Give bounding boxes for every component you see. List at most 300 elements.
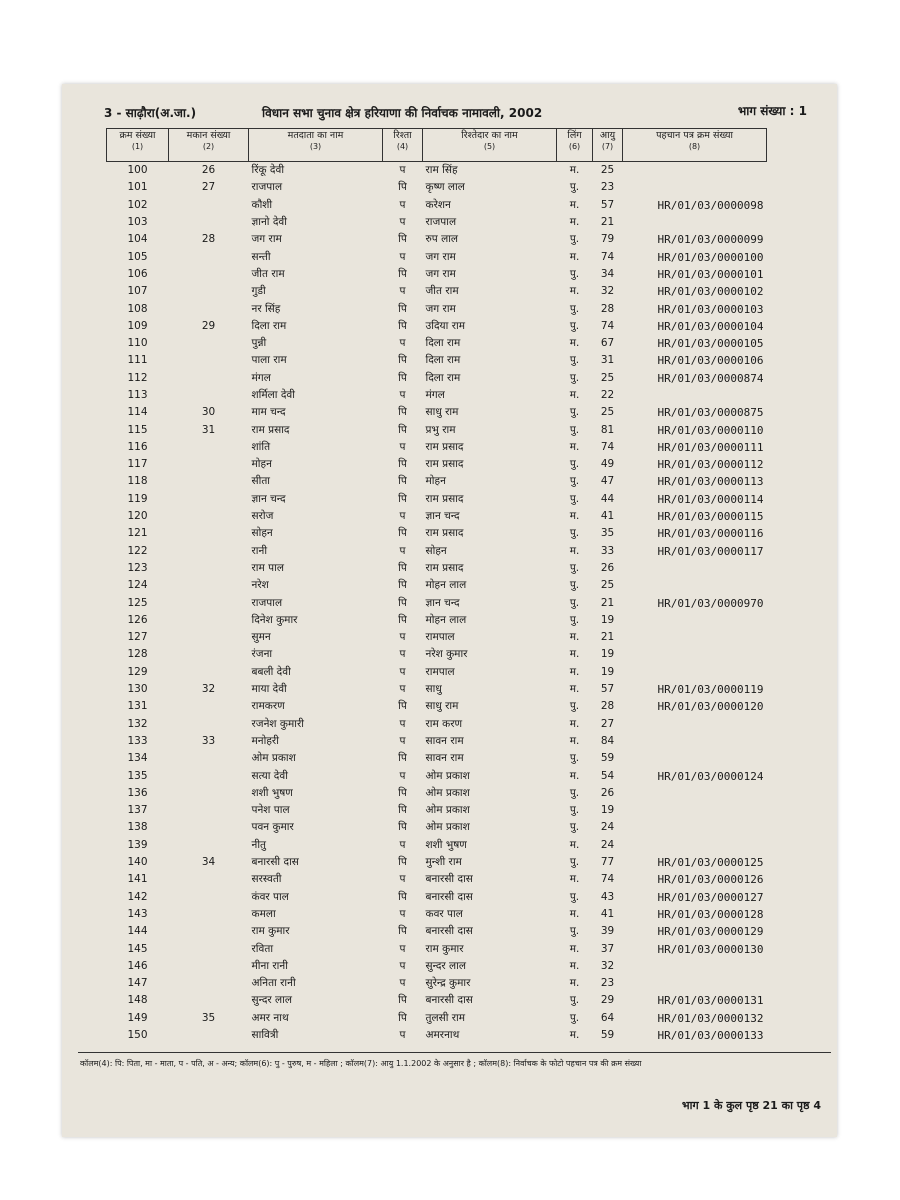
voter-name-cell: अमर नाथ	[251, 1011, 289, 1024]
relation-cell: पि	[398, 181, 407, 194]
sex-cell: म.	[569, 665, 580, 678]
relation-cell: प	[399, 769, 406, 782]
relative-name-cell: ज्ञान चन्द	[425, 596, 460, 609]
epic-number-cell: HR/01/03/0000106	[657, 354, 764, 368]
col-header-serial: क्रम संख्या (1)	[107, 129, 169, 162]
serial-cell: 105	[127, 250, 148, 263]
epic-number-cell	[623, 733, 767, 750]
house-number-cell: 26	[201, 164, 216, 177]
epic-number-cell: HR/01/03/0000125	[657, 856, 764, 870]
voter-name-cell: जग राम	[251, 233, 282, 246]
age-cell: 67	[600, 337, 615, 350]
table-row	[107, 283, 767, 300]
sex-cell: पु.	[569, 804, 580, 817]
house-number-cell	[169, 750, 249, 767]
age-cell: 21	[600, 596, 615, 609]
epic-number-cell	[623, 629, 767, 646]
epic-number-cell: HR/01/03/0000126	[657, 873, 764, 887]
voter-name-cell: राम प्रसाद	[251, 423, 290, 436]
serial-cell: 141	[127, 873, 148, 886]
relation-cell: पि	[398, 700, 407, 713]
relation-cell: प	[399, 631, 406, 644]
house-number-cell	[169, 335, 249, 352]
voter-name-cell: पाला राम	[251, 354, 287, 367]
serial-cell: 143	[127, 907, 148, 920]
age-cell: 35	[600, 527, 615, 540]
sex-cell: म.	[569, 631, 580, 644]
relative-name-cell: ओम प्रकाश	[425, 804, 470, 817]
voter-name-cell: मीना रानी	[251, 959, 288, 972]
voter-name-cell: दिनेश कुमार	[251, 613, 298, 626]
sex-cell: म.	[569, 769, 580, 782]
house-number-cell	[169, 197, 249, 214]
relation-cell: प	[399, 683, 406, 696]
table-row	[107, 958, 767, 975]
relative-name-cell: ओम प्रकाश	[425, 821, 470, 834]
epic-number-cell: HR/01/03/0000105	[657, 337, 764, 351]
epic-number-cell	[623, 646, 767, 663]
house-number-cell	[169, 1027, 249, 1044]
house-number-cell	[169, 958, 249, 975]
age-cell: 19	[600, 613, 615, 626]
epic-number-cell: HR/01/03/0000117	[657, 544, 764, 558]
age-cell: 28	[600, 700, 615, 713]
house-number-cell	[169, 387, 249, 404]
voter-name-cell: अनिता रानी	[251, 977, 296, 990]
voter-name-cell: दिला राम	[251, 319, 287, 332]
serial-cell: 129	[127, 665, 148, 678]
house-number-cell	[169, 352, 249, 369]
relation-cell: पि	[398, 613, 407, 626]
serial-cell: 126	[127, 613, 148, 626]
sex-cell: म.	[569, 959, 580, 972]
table-row	[107, 646, 767, 663]
table-row	[107, 629, 767, 646]
table-row	[107, 940, 767, 957]
serial-cell: 131	[127, 700, 148, 713]
constituency-name: 3 - साढ़ौरा(अ.जा.)	[104, 106, 197, 120]
table-row	[107, 577, 767, 594]
relation-cell: पि	[398, 354, 407, 367]
house-number-cell	[169, 266, 249, 283]
serial-cell: 112	[127, 371, 148, 384]
age-cell: 19	[600, 804, 615, 817]
age-cell: 31	[600, 354, 615, 367]
relation-cell: प	[399, 907, 406, 920]
house-number-cell	[169, 439, 249, 456]
epic-number-cell	[623, 785, 767, 802]
epic-number-cell	[623, 560, 767, 577]
table-row	[107, 906, 767, 923]
relation-cell: पि	[398, 267, 407, 280]
relative-name-cell: बनारसी दास	[425, 873, 473, 886]
voter-name-cell: नर सिंह	[251, 302, 281, 315]
sex-cell: पु.	[569, 613, 580, 626]
sex-cell: पु.	[569, 181, 580, 194]
house-number-cell	[169, 698, 249, 715]
epic-number-cell: HR/01/03/0000104	[657, 319, 764, 333]
sex-cell: पु.	[569, 890, 580, 903]
relative-name-cell: ओम प्रकाश	[425, 769, 470, 782]
relative-name-cell: उदिया राम	[425, 319, 465, 332]
voter-name-cell: राम पाल	[251, 561, 284, 574]
sex-cell: पु.	[569, 492, 580, 505]
serial-cell: 113	[127, 389, 148, 401]
sex-cell: पु.	[569, 458, 580, 471]
sex-cell: पु.	[569, 821, 580, 834]
age-cell: 49	[600, 458, 615, 471]
epic-number-cell: HR/01/03/0000119	[657, 683, 764, 697]
epic-number-cell: HR/01/03/0000874	[657, 371, 764, 385]
voter-name-cell: पनेश पाल	[251, 804, 290, 817]
relation-cell: पि	[398, 890, 407, 903]
relative-name-cell: जग राम	[425, 267, 456, 280]
age-cell: 25	[600, 371, 615, 384]
relative-name-cell: राम प्रसाद	[425, 527, 464, 540]
age-cell: 37	[600, 942, 615, 955]
voter-name-cell: सरोज	[251, 510, 274, 523]
table-row	[107, 975, 767, 992]
house-number-cell	[169, 664, 249, 681]
serial-cell: 150	[127, 1028, 148, 1041]
sex-cell: पु.	[569, 561, 580, 574]
relation-cell: पि	[398, 579, 407, 592]
serial-cell: 100	[127, 164, 148, 177]
house-number-cell	[169, 214, 249, 231]
epic-number-cell: HR/01/03/0000128	[657, 907, 764, 921]
serial-cell: 148	[127, 994, 148, 1007]
table-row	[107, 456, 767, 473]
serial-cell: 147	[127, 977, 148, 990]
table-row	[107, 854, 767, 871]
sex-cell: म.	[569, 216, 580, 229]
relative-name-cell: राम प्रसाद	[425, 440, 464, 453]
relative-name-cell: राम कुमार	[425, 942, 464, 955]
relation-cell: प	[399, 250, 406, 263]
serial-cell: 137	[127, 804, 148, 817]
serial-cell: 139	[127, 838, 148, 851]
table-row	[107, 266, 767, 283]
house-number-cell: 28	[201, 233, 216, 246]
electoral-roll-page	[62, 84, 837, 1137]
voter-name-cell: रविता	[251, 942, 274, 955]
age-cell: 24	[600, 821, 615, 834]
relation-cell: प	[399, 1028, 406, 1041]
voter-name-cell: बनारसी दास	[251, 856, 299, 869]
serial-cell: 114	[127, 406, 148, 419]
serial-cell: 101	[127, 181, 148, 194]
house-number-cell	[169, 473, 249, 490]
sex-cell: पु.	[569, 233, 580, 246]
relative-name-cell: सावन राम	[425, 752, 464, 765]
serial-cell: 121	[127, 527, 148, 540]
epic-number-cell	[623, 975, 767, 992]
relation-cell: पि	[398, 1011, 407, 1024]
house-number-cell	[169, 370, 249, 387]
relation-cell: पि	[398, 371, 407, 384]
relation-cell: पि	[398, 925, 407, 938]
age-cell: 22	[600, 389, 615, 401]
table-row	[107, 543, 767, 560]
col-header-epic: पहचान पत्र क्रम संख्या (8)	[623, 129, 767, 162]
age-cell: 25	[600, 406, 615, 419]
voter-name-cell: नीतु	[251, 838, 267, 851]
serial-cell: 106	[127, 267, 148, 280]
table-row	[107, 508, 767, 525]
sex-cell: म.	[569, 544, 580, 557]
epic-number-cell	[623, 612, 767, 629]
sex-cell: म.	[569, 1028, 580, 1041]
relative-name-cell: कृष्ण लाल	[425, 181, 465, 194]
age-cell: 19	[600, 665, 615, 678]
relation-cell: प	[399, 389, 406, 401]
col-header-voter-name: मतदाता का नाम (3)	[249, 129, 383, 162]
age-cell: 32	[600, 959, 615, 972]
table-row	[107, 473, 767, 490]
relation-cell: प	[399, 337, 406, 350]
epic-number-cell: HR/01/03/0000115	[657, 510, 764, 524]
serial-cell: 138	[127, 821, 148, 834]
serial-cell: 142	[127, 890, 148, 903]
voter-name-cell: रानी	[251, 544, 268, 557]
house-number-cell	[169, 646, 249, 663]
epic-number-cell	[623, 837, 767, 854]
voter-name-cell: कंवर पाल	[251, 890, 289, 903]
voter-name-cell: सावित्री	[251, 1028, 279, 1041]
relation-cell: पि	[398, 561, 407, 574]
table-row	[107, 231, 767, 248]
sex-cell: पु.	[569, 354, 580, 367]
age-cell: 39	[600, 925, 615, 938]
house-number-cell	[169, 283, 249, 300]
relation-cell: पि	[398, 475, 407, 488]
table-row	[107, 335, 767, 352]
table-row	[107, 248, 767, 265]
relation-cell: प	[399, 665, 406, 678]
relation-cell: पि	[398, 406, 407, 419]
voter-name-cell: बबली देवी	[251, 665, 291, 678]
house-number-cell	[169, 837, 249, 854]
house-number-cell	[169, 906, 249, 923]
house-number-cell	[169, 923, 249, 940]
table-row	[107, 733, 767, 750]
sex-cell: पु.	[569, 579, 580, 592]
table-row	[107, 491, 767, 508]
table-row	[107, 352, 767, 369]
age-cell: 43	[600, 890, 615, 903]
age-cell: 44	[600, 492, 615, 505]
sex-cell: पु.	[569, 596, 580, 609]
col-header-relation: रिश्ता (4)	[383, 129, 423, 162]
epic-number-cell	[623, 716, 767, 733]
table-row	[107, 716, 767, 733]
table-row	[107, 767, 767, 784]
house-number-cell	[169, 940, 249, 957]
relative-name-cell: प्रभु राम	[425, 423, 456, 436]
epic-number-cell: HR/01/03/0000130	[657, 942, 764, 956]
sex-cell: पु.	[569, 1011, 580, 1024]
page-header	[104, 102, 807, 124]
age-cell: 84	[600, 734, 615, 747]
relative-name-cell: जग राम	[425, 302, 456, 315]
voter-name-cell: ओम प्रकाश	[251, 752, 296, 765]
epic-number-cell: HR/01/03/0000101	[657, 267, 764, 281]
voter-name-cell: रामकरण	[251, 700, 285, 713]
house-number-cell	[169, 767, 249, 784]
age-cell: 57	[600, 683, 615, 696]
epic-number-cell: HR/01/03/0000131	[657, 994, 764, 1008]
epic-number-cell	[623, 664, 767, 681]
relation-cell: प	[399, 838, 406, 851]
serial-cell: 133	[127, 734, 148, 747]
age-cell: 74	[600, 319, 615, 332]
house-number-cell: 32	[201, 683, 216, 696]
relation-cell: प	[399, 942, 406, 955]
age-cell: 79	[600, 233, 615, 246]
age-cell: 29	[600, 994, 615, 1007]
voter-name-cell: शर्मिला देवी	[251, 389, 295, 401]
relation-cell: पि	[398, 319, 407, 332]
sex-cell: म.	[569, 510, 580, 523]
serial-cell: 111	[127, 354, 148, 367]
serial-cell: 118	[127, 475, 148, 488]
epic-number-cell: HR/01/03/0000100	[657, 250, 764, 264]
voter-name-cell: सुन्दर लाल	[251, 994, 293, 1007]
serial-cell: 108	[127, 302, 148, 315]
voter-table	[106, 128, 767, 1044]
table-row	[107, 802, 767, 819]
relative-name-cell: ओम प्रकाश	[425, 786, 470, 799]
relative-name-cell: साधु राम	[425, 700, 459, 713]
relation-cell: प	[399, 648, 406, 661]
relative-name-cell: शशी भुषण	[425, 838, 467, 851]
table-row	[107, 750, 767, 767]
age-cell: 47	[600, 475, 615, 488]
serial-cell: 127	[127, 631, 148, 644]
house-number-cell	[169, 975, 249, 992]
sex-cell: पु.	[569, 475, 580, 488]
age-cell: 21	[600, 216, 615, 229]
voter-name-cell: ज्ञानो देवी	[251, 216, 287, 229]
age-cell: 74	[600, 440, 615, 453]
voter-name-cell: पवन कुमार	[251, 821, 294, 834]
epic-number-cell: HR/01/03/0000129	[657, 925, 764, 939]
relative-name-cell: जग राम	[425, 250, 456, 263]
relation-cell: पि	[398, 302, 407, 315]
house-number-cell: 33	[201, 734, 216, 747]
relative-name-cell: बनारसी दास	[425, 890, 473, 903]
column-legend: कॉलम(4): पि: पिता, मा - माता, प - पति, अ - अन्य; कॉलम(6): पु - पुरुष, म - महिला ; कॉलम(7): आयु 1.1.2002 के अनुसार है ; कॉलम(8): निर्वाचक के फोटो पहचान पत्र की क्रम संख्या	[80, 1059, 642, 1068]
sex-cell: म.	[569, 907, 580, 920]
relation-cell: पि	[398, 596, 407, 609]
house-number-cell: 35	[201, 1011, 216, 1024]
table-row	[107, 664, 767, 681]
relative-name-cell: करेशन	[425, 198, 451, 211]
voter-name-cell: राजपाल	[251, 596, 283, 609]
voter-name-cell: कौशी	[251, 198, 273, 211]
sex-cell: पु.	[569, 371, 580, 384]
relative-name-cell: बनारसी दास	[425, 994, 473, 1007]
serial-cell: 117	[127, 458, 148, 471]
sex-cell: म.	[569, 389, 580, 401]
relation-cell: प	[399, 285, 406, 298]
roll-title: विधान सभा चुनाव क्षेत्र हरियाणा की निर्वाचक नामावली, 2002	[262, 106, 543, 120]
relation-cell: प	[399, 544, 406, 557]
serial-cell: 119	[127, 492, 148, 505]
voter-name-cell: राम कुमार	[251, 925, 290, 938]
col-header-sex: लिंग (6)	[557, 129, 593, 162]
relative-name-cell: राम सिंह	[425, 164, 458, 177]
voter-name-cell: माम चन्द	[251, 406, 286, 419]
relation-cell: प	[399, 198, 406, 211]
table-row	[107, 594, 767, 611]
age-cell: 41	[600, 907, 615, 920]
sex-cell: पु.	[569, 752, 580, 765]
relative-name-cell: कवर पाल	[425, 907, 463, 920]
serial-cell: 107	[127, 285, 148, 298]
relation-cell: पि	[398, 527, 407, 540]
relative-name-cell: मोहन लाल	[425, 613, 467, 626]
epic-number-cell: HR/01/03/0000098	[657, 198, 764, 212]
relative-name-cell: ज्ञान चन्द	[425, 510, 460, 523]
voter-name-cell: गुडी	[251, 285, 266, 298]
epic-number-cell: HR/01/03/0000127	[657, 890, 764, 904]
sex-cell: म.	[569, 873, 580, 886]
voter-name-cell: ज्ञान चन्द	[251, 492, 286, 505]
relation-cell: पि	[398, 423, 407, 436]
house-number-cell	[169, 802, 249, 819]
relative-name-cell: राम प्रसाद	[425, 458, 464, 471]
age-cell: 81	[600, 423, 615, 436]
relation-cell: प	[399, 873, 406, 886]
table-row	[107, 179, 767, 196]
serial-cell: 146	[127, 959, 148, 972]
voter-name-cell: रजनेश कुमारी	[251, 717, 304, 730]
age-cell: 33	[600, 544, 615, 557]
epic-number-cell: HR/01/03/0000103	[657, 302, 764, 316]
epic-number-cell: HR/01/03/0000116	[657, 527, 764, 541]
epic-number-cell	[623, 958, 767, 975]
epic-number-cell: HR/01/03/0000133	[657, 1028, 764, 1042]
age-cell: 59	[600, 1028, 615, 1041]
sex-cell: पु.	[569, 994, 580, 1007]
serial-cell: 104	[127, 233, 148, 246]
footer-divider	[78, 1052, 831, 1053]
relation-cell: पि	[398, 458, 407, 471]
house-number-cell	[169, 456, 249, 473]
epic-number-cell	[623, 819, 767, 836]
serial-cell: 110	[127, 337, 148, 350]
col-header-house: मकान संख्या (2)	[169, 129, 249, 162]
relation-cell: पि	[398, 786, 407, 799]
age-cell: 28	[600, 302, 615, 315]
serial-cell: 102	[127, 198, 148, 211]
serial-cell: 140	[127, 856, 148, 869]
serial-cell: 134	[127, 752, 148, 765]
voter-name-cell: सोहन	[251, 527, 273, 540]
relative-name-cell: राजपाल	[425, 216, 457, 229]
serial-cell: 130	[127, 683, 148, 696]
serial-cell: 145	[127, 942, 148, 955]
voter-name-cell: रिंकू देवी	[251, 164, 285, 177]
sex-cell: पु.	[569, 302, 580, 315]
voter-name-cell: सन्ती	[251, 250, 271, 263]
relative-name-cell: साधु	[425, 683, 442, 696]
serial-cell: 144	[127, 925, 148, 938]
relative-name-cell: दिला राम	[425, 337, 461, 350]
epic-number-cell	[623, 179, 767, 196]
voter-name-cell: मोहन	[251, 458, 272, 471]
